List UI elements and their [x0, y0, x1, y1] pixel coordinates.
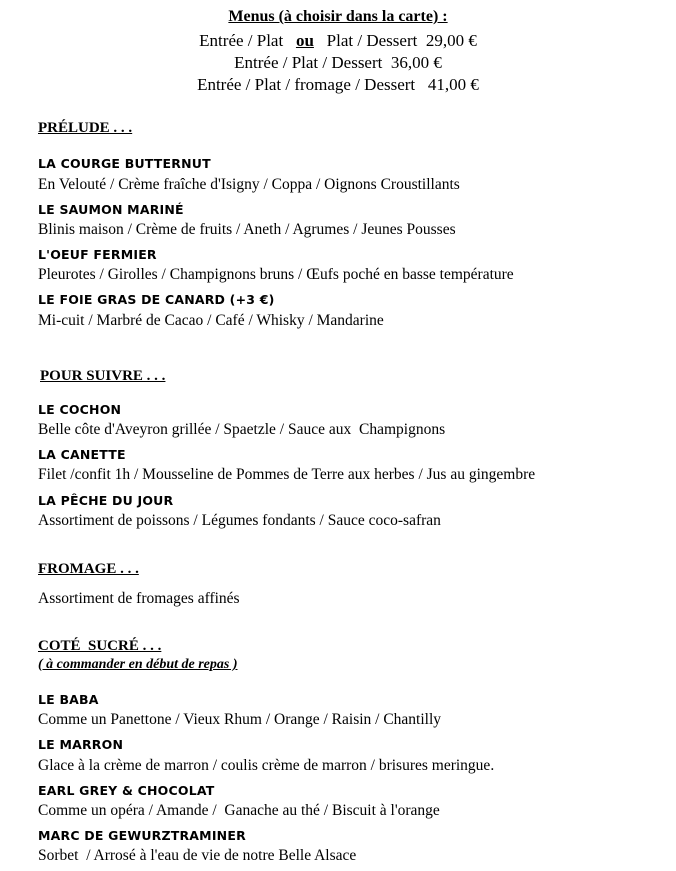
section-prelude-title: PRÉLUDE . . .: [38, 120, 133, 136]
dish-name: LA PÊCHE DU JOUR: [38, 493, 174, 508]
formula-1-part1: Entrée / Plat: [199, 31, 284, 50]
section-cote-sucre-title: COTÉ SUCRÉ . . .: [38, 638, 162, 654]
formula-3-text: Entrée / Plat / fromage / Dessert: [197, 75, 416, 94]
dish-description: Filet /confit 1h / Mousseline de Pommes de Terre aux herbes / Jus au gingembre: [38, 466, 536, 483]
formula-1-part2: Plat / Dessert: [326, 31, 418, 50]
dish-name: LE COCHON: [38, 402, 122, 417]
dish-description: Belle côte d'Aveyron grillée / Spaetzle / Sauce aux Champignons: [38, 421, 446, 438]
dish-description: Pleurotes / Girolles / Champignons bruns / Œufs poché en basse température: [38, 266, 514, 283]
dish-name: MARC DE GEWURZTRAMINER: [38, 828, 246, 843]
dish-description: Comme un Panettone / Vieux Rhum / Orange / Raisin / Chantilly: [38, 711, 442, 728]
dish-name: LE MARRON: [38, 737, 124, 752]
dish-name: LE FOIE GRAS DE CANARD (+3 €): [38, 292, 275, 307]
dish-description: Comme un opéra / Amande / Ganache au thé / Biscuit à l'orange: [38, 802, 440, 819]
formula-line-1: [0, 31, 676, 51]
dish-name: LE SAUMON MARINÉ: [38, 202, 184, 217]
formula-line-2: [0, 53, 676, 73]
section-pour-suivre-title: POUR SUIVRE . . .: [40, 368, 166, 384]
dish-description: En Velouté / Crème fraîche d'Isigny / Coppa / Oignons Croustillants: [38, 176, 460, 193]
formula-1-or: ou: [295, 31, 314, 50]
dish-description: Assortiment de poissons / Légumes fondants / Sauce coco-safran: [38, 512, 441, 529]
formula-1-price: 29,00 €: [425, 31, 477, 50]
formula-3-price: 41,00 €: [427, 75, 479, 94]
section-fromage-title: FROMAGE . . .: [38, 561, 139, 577]
dish-name: LA COURGE BUTTERNUT: [38, 156, 211, 171]
dish-description: Assortiment de fromages affinés: [38, 590, 240, 607]
dish-name: LE BABA: [38, 692, 99, 707]
dish-description: Blinis maison / Crème de fruits / Aneth / Agrumes / Jeunes Pousses: [38, 221, 456, 238]
formula-2-text: Entrée / Plat / Dessert: [234, 53, 383, 72]
menu-title: Menus (à choisir dans la carte) :: [228, 8, 448, 25]
formula-line-3: [0, 75, 676, 95]
dish-name: L'OEUF FERMIER: [38, 247, 157, 262]
formula-2-price: 36,00 €: [390, 53, 442, 72]
dish-name: LA CANETTE: [38, 447, 126, 462]
dish-description: Mi-cuit / Marbré de Cacao / Café / Whisky / Mandarine: [38, 312, 384, 329]
dish-description: Glace à la crème de marron / coulis crème de marron / brisures meringue.: [38, 757, 495, 774]
dish-description: Sorbet / Arrosé à l'eau de vie de notre Belle Alsace: [38, 847, 357, 864]
section-cote-sucre-note: ( à commander en début de repas ): [38, 657, 238, 672]
dish-name: EARL GREY & CHOCOLAT: [38, 783, 215, 798]
